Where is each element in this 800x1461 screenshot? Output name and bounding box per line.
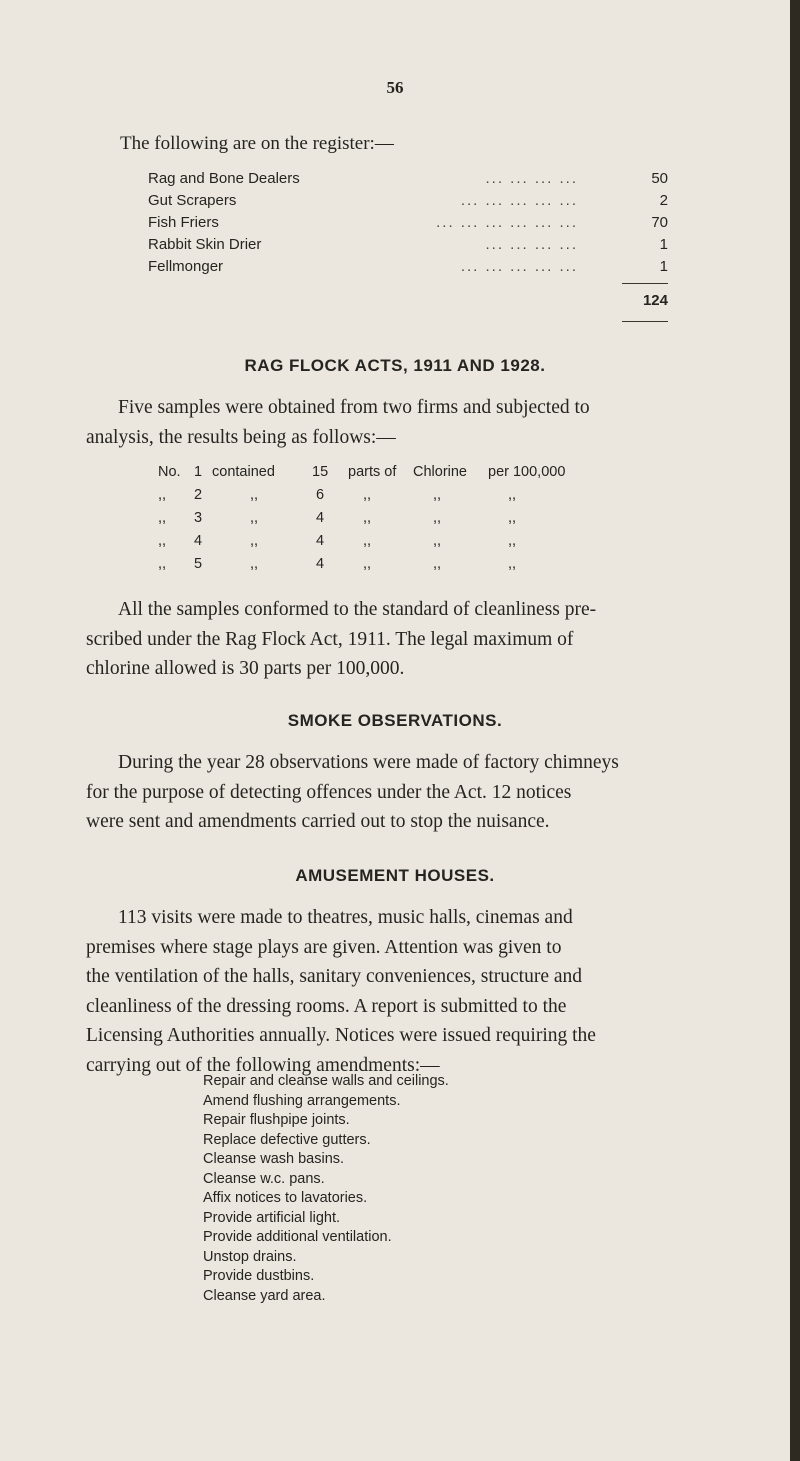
sample-no-label: ,, — [158, 487, 167, 503]
list-item: Replace defective gutters. — [203, 1131, 371, 1148]
list-item: Provide additional ventilation. — [203, 1229, 392, 1245]
parts-of-label: ,, — [363, 487, 372, 503]
leader-dots: ... ... ... ... ... ... — [436, 214, 578, 231]
register-row — [148, 236, 668, 258]
parts-of-label: parts of — [348, 464, 397, 480]
parts-value: 4 — [316, 510, 325, 526]
text-line: All the samples conformed to the standard of cleanliness pre- — [118, 599, 597, 620]
sample-number: 4 — [194, 533, 203, 549]
page-edge-shadow — [790, 0, 800, 1461]
parts-value: 4 — [316, 533, 325, 549]
list-item: Cleanse w.c. pans. — [203, 1170, 325, 1187]
register-item-name: Fish Friers — [148, 214, 219, 231]
leader-dots: ... ... ... ... ... — [460, 192, 578, 209]
text-line: were sent and amendments carried out to stop the nuisance. — [86, 811, 550, 832]
register-total: 124 — [642, 292, 668, 309]
per-label: ,, — [508, 487, 517, 503]
text-line: During the year 28 observations were made of factory chimneys — [118, 752, 619, 773]
list-item: Provide artificial light. — [203, 1209, 340, 1226]
per-label: per 100,000 — [488, 464, 566, 480]
total-rule-bottom — [622, 321, 668, 322]
register-item-value: 70 — [651, 214, 668, 231]
page-number: 56 — [386, 78, 404, 97]
sample-no-label: ,, — [158, 510, 167, 526]
register-item-name: Gut Scrapers — [148, 192, 237, 209]
sample-no-label: No. — [158, 464, 181, 480]
chlorine-row — [158, 487, 678, 509]
per-label: ,, — [508, 533, 517, 549]
text-line: analysis, the results being as follows:— — [86, 426, 396, 448]
parts-value: 4 — [316, 556, 325, 572]
register-row — [148, 192, 668, 214]
parts-of-label: ,, — [363, 510, 372, 526]
chlorine-row — [158, 533, 678, 555]
register-row — [148, 214, 668, 236]
chlorine-label: ,, — [433, 556, 442, 572]
total-rule-top — [622, 283, 668, 284]
text-line: carrying out of the following amendments:— — [86, 1054, 440, 1076]
register-item-name: Rag and Bone Dealers — [148, 170, 300, 187]
list-item: Amend flushing arrangements. — [203, 1092, 401, 1109]
text-line: 113 visits were made to theatres, music halls, cinemas and — [118, 907, 573, 928]
chlorine-row — [158, 510, 678, 532]
register-item-value: 2 — [659, 192, 668, 209]
chlorine-label: ,, — [433, 510, 442, 526]
register-item-value: 1 — [659, 258, 668, 275]
register-item-value: 1 — [659, 236, 668, 253]
rag-flock-conclusion — [86, 595, 786, 684]
smoke-paragraph — [86, 748, 786, 837]
per-label: ,, — [508, 556, 517, 572]
contained-label: contained — [212, 464, 275, 480]
sample-number: 2 — [194, 487, 203, 503]
leader-dots: ... ... ... ... ... — [460, 258, 578, 275]
list-item: Repair flushpipe joints. — [203, 1112, 350, 1128]
leader-dots: ... ... ... ... — [485, 170, 578, 187]
text-line: Licensing Authorities annually. Notices were issued requiring the — [86, 1025, 596, 1046]
contained-label: ,, — [250, 533, 259, 549]
sample-no-label: ,, — [158, 533, 167, 549]
amusement-paragraph — [86, 903, 786, 1080]
per-label: ,, — [508, 510, 517, 526]
leader-dots: ... ... ... ... — [485, 236, 578, 253]
sample-no-label: ,, — [158, 556, 167, 572]
text-line: chlorine allowed is 30 parts per 100,000. — [86, 658, 405, 679]
register-row — [148, 170, 668, 192]
contained-label: ,, — [250, 556, 259, 572]
text-line: cleanliness of the dressing rooms. A report is submitted to the — [86, 995, 567, 1017]
parts-of-label: ,, — [363, 533, 372, 549]
section-heading-smoke: SMOKE OBSERVATIONS. — [287, 711, 503, 730]
section-heading-amusement: AMUSEMENT HOUSES. — [295, 866, 495, 885]
list-item: Repair and cleanse walls and ceilings. — [203, 1073, 449, 1089]
chlorine-label: ,, — [433, 487, 442, 503]
parts-value: 15 — [312, 464, 329, 480]
register-item-value: 50 — [651, 170, 668, 187]
text-line: the ventilation of the halls, sanitary conveniences, structure and — [86, 966, 583, 987]
contained-label: ,, — [250, 510, 259, 526]
contained-label: ,, — [250, 487, 259, 503]
sample-number: 3 — [194, 510, 203, 526]
register-item-name: Rabbit Skin Drier — [148, 236, 262, 253]
list-item: Provide dustbins. — [203, 1268, 315, 1284]
sample-number: 1 — [194, 464, 203, 480]
chlorine-label: ,, — [433, 533, 442, 549]
register-row — [148, 258, 668, 280]
chlorine-row — [158, 464, 678, 486]
text-line: for the purpose of detecting offences under the Act. 12 notices — [86, 781, 572, 803]
rag-flock-intro — [86, 393, 786, 452]
list-item: Cleanse wash basins. — [203, 1151, 345, 1167]
register-intro: The following are on the register:— — [120, 133, 394, 154]
parts-of-label: ,, — [363, 556, 372, 572]
parts-value: 6 — [316, 487, 325, 503]
sample-number: 5 — [194, 556, 203, 572]
list-item: Unstop drains. — [203, 1248, 297, 1265]
amendments-list — [203, 1072, 449, 1306]
register-item-name: Fellmonger — [148, 258, 224, 275]
chlorine-row — [158, 556, 678, 578]
text-line: Five samples were obtained from two firms and subjected to — [118, 397, 590, 418]
list-item: Cleanse yard area. — [203, 1287, 326, 1304]
section-heading-rag-flock: RAG FLOCK ACTS, 1911 AND 1928. — [244, 356, 546, 375]
text-line: premises where stage plays are given. Attention was given to — [86, 936, 562, 958]
text-line: scribed under the Rag Flock Act, 1911. The legal maximum of — [86, 628, 574, 650]
chlorine-label: Chlorine — [413, 464, 467, 480]
list-item: Affix notices to lavatories. — [203, 1190, 368, 1206]
